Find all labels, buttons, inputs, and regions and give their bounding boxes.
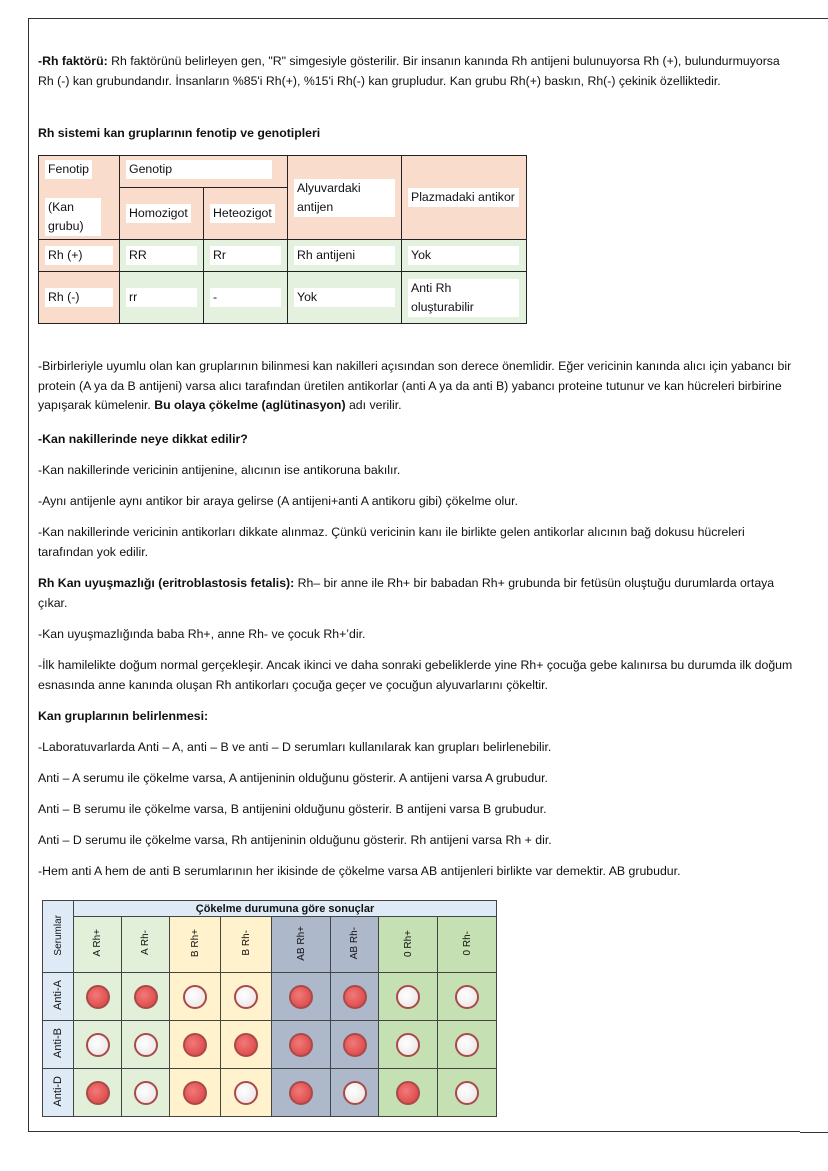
serum-label bbox=[43, 1021, 74, 1069]
rh-factor-paragraph bbox=[38, 52, 793, 91]
cell-text: Rh (+) bbox=[45, 246, 113, 265]
cell bbox=[120, 272, 204, 324]
clear-drop-icon bbox=[234, 985, 258, 1009]
result-cell bbox=[438, 1021, 497, 1069]
header-heterozigot bbox=[204, 188, 288, 240]
paragraph: Anti – A serumu ile çökelme varsa, A antijeninin olduğunu gösterir. A antijeni varsa A grubudur. bbox=[38, 771, 548, 785]
clear-drop-icon bbox=[234, 1081, 258, 1105]
p5-text: Rh– bir anne ile Rh+ bir babadan Rh+ grubunda bir fetüsün oluştuğu durumlarda ortaya çıkar. bbox=[38, 576, 775, 610]
result-cell bbox=[272, 973, 331, 1021]
cell-text: rr bbox=[126, 288, 197, 307]
group-header bbox=[379, 917, 438, 973]
group-header bbox=[331, 917, 379, 973]
cell bbox=[204, 240, 288, 272]
cell-text: Rh (-) bbox=[45, 288, 113, 307]
cell-text: - bbox=[210, 288, 281, 307]
header-genotip-text: Genotip bbox=[126, 160, 272, 179]
cell bbox=[288, 240, 402, 272]
side-panel bbox=[800, 18, 828, 1133]
clear-drop-icon bbox=[134, 1033, 158, 1057]
agglutinated-drop-icon bbox=[343, 1033, 367, 1057]
result-cell bbox=[379, 1069, 438, 1117]
group-header bbox=[272, 917, 331, 973]
cell-text: Anti Rh oluşturabilir bbox=[408, 279, 519, 317]
agglutinated-drop-icon bbox=[86, 1081, 110, 1105]
header-homozigot-text: Homozigot bbox=[126, 204, 191, 223]
result-cell bbox=[74, 973, 122, 1021]
group-header-text: B Rh- bbox=[240, 930, 252, 956]
paragraph: Anti – D serumu ile çökelme varsa, Rh antijeninin olduğunu gösterir. Rh antijeni varsa Rh + dir. bbox=[38, 833, 552, 847]
heading-transfusion-text: -Kan nakillerinde neye dikkat edilir? bbox=[38, 432, 248, 446]
clear-drop-icon bbox=[455, 985, 479, 1009]
p1-bold: Bu olaya çökelme (aglütinasyon) bbox=[154, 398, 346, 412]
group-header-text: A Rh- bbox=[140, 930, 151, 956]
agglutinated-drop-icon bbox=[234, 1033, 258, 1057]
header-antikor bbox=[402, 156, 527, 240]
result-cell bbox=[74, 1021, 122, 1069]
agglutination-paragraph bbox=[38, 357, 793, 416]
clear-drop-icon bbox=[455, 1033, 479, 1057]
serum-label bbox=[43, 973, 74, 1021]
agglutinated-drop-icon bbox=[289, 985, 313, 1009]
group-header bbox=[122, 917, 170, 973]
group-header bbox=[74, 917, 122, 973]
clear-drop-icon bbox=[183, 985, 207, 1009]
group-header bbox=[170, 917, 221, 973]
group-header-text: AB Rh- bbox=[349, 926, 360, 960]
paragraph: -Kan uyuşmazlığında baba Rh+, anne Rh- ve çocuk Rh+’dir. bbox=[38, 627, 366, 641]
result-cell bbox=[331, 1069, 379, 1117]
result-cell bbox=[438, 973, 497, 1021]
paragraph: -Kan nakillerinde vericinin antikorları dikkate alınmaz. Çünkü vericinin kanı ile birlikte gelen antikorlar alıcının bağ dokusu hücreleri tarafından yok edilir. bbox=[38, 525, 745, 559]
header-serumlar-text: Serumlar bbox=[52, 914, 64, 956]
rh-factor-text: Rh faktörünü belirleyen gen, "R" simgesiyle gösterilir. Bir insanın kanında Rh antijeni bulunuyorsa Rh (+), bulundurmuyorsa Rh (-) kan grubundandır. İnsanların %85'i Rh(+), %15'i Rh(-) kan grupludur. Kan grubu Rh(+) baskın, Rh(-) çekinik özelliktedir. bbox=[38, 54, 780, 88]
clear-drop-icon bbox=[343, 1081, 367, 1105]
result-cell bbox=[438, 1069, 497, 1117]
result-cell bbox=[170, 973, 221, 1021]
agglutinated-drop-icon bbox=[86, 985, 110, 1009]
paragraph: -Hem anti A hem de anti B serumlarının her ikisinde de çökelme varsa AB antijenleri birlikte var demektir. AB grubudur. bbox=[38, 864, 681, 878]
result-cell bbox=[331, 973, 379, 1021]
header-heterozigot-text: Heteozigot bbox=[210, 204, 275, 223]
agglutinated-drop-icon bbox=[134, 985, 158, 1009]
result-cell bbox=[170, 1069, 221, 1117]
result-cell bbox=[379, 973, 438, 1021]
serum-label bbox=[43, 1069, 74, 1117]
group-header bbox=[221, 917, 272, 973]
cell-text: RR bbox=[126, 246, 197, 265]
serum-row bbox=[43, 973, 497, 1021]
cell-text: Yok bbox=[294, 288, 395, 307]
agglutinated-drop-icon bbox=[289, 1081, 313, 1105]
cell bbox=[402, 272, 527, 324]
agglutination-table bbox=[42, 900, 497, 1117]
clear-drop-icon bbox=[396, 985, 420, 1009]
header-genotip bbox=[120, 156, 288, 188]
group-header-text: 0 Rh+ bbox=[402, 929, 414, 957]
cell bbox=[120, 240, 204, 272]
result-cell bbox=[221, 1069, 272, 1117]
serum-label-text: Anti-D bbox=[52, 1075, 64, 1107]
cell-text: Rh antijeni bbox=[294, 246, 395, 265]
header-fenotip bbox=[39, 156, 120, 240]
rh-incompatibility-paragraph bbox=[38, 574, 793, 613]
p1-text: -Birbirleriyle uyumlu olan kan gruplarının bilinmesi kan nakilleri açısından son derece önemlidir. Eğer vericinin kanında alıcı için yabancı bir protein (A ya da B antijeni) varsa alıcı tarafından üretilen antikorlar (anti A ya da anti B) yabancı proteine tutunur ve kan hücreleri birbirine yapışarak kümelenir. bbox=[38, 359, 792, 412]
agglutinated-drop-icon bbox=[289, 1033, 313, 1057]
table1-title-text: Rh sistemi kan gruplarının fenotip ve genotipleri bbox=[38, 126, 321, 140]
paragraph: Anti – B serumu ile çökelme varsa, B antijenini olduğunu gösterir. B antijeni varsa B grubudur. bbox=[38, 802, 547, 816]
header-fenotip-text: Fenotip bbox=[45, 160, 92, 179]
result-cell bbox=[272, 1021, 331, 1069]
header-antijen-text: Alyuvardaki antijen bbox=[294, 179, 395, 217]
agglutinated-drop-icon bbox=[396, 1081, 420, 1105]
table1-title bbox=[38, 124, 793, 144]
group-header-text: AB Rh+ bbox=[295, 925, 307, 961]
clear-drop-icon bbox=[134, 1081, 158, 1105]
result-cell bbox=[122, 973, 170, 1021]
agglutinated-drop-icon bbox=[183, 1081, 207, 1105]
result-cell bbox=[272, 1069, 331, 1117]
cell bbox=[288, 272, 402, 324]
agglutinated-drop-icon bbox=[183, 1033, 207, 1057]
header-antijen bbox=[288, 156, 402, 240]
cell bbox=[39, 240, 120, 272]
rh-genotype-table bbox=[38, 155, 527, 324]
group-header bbox=[438, 917, 497, 973]
serum-row bbox=[43, 1069, 497, 1117]
result-cell bbox=[331, 1021, 379, 1069]
clear-drop-icon bbox=[455, 1081, 479, 1105]
table-row bbox=[39, 272, 527, 324]
cell-text: Yok bbox=[408, 246, 519, 265]
serum-label-text: Anti-B bbox=[52, 1028, 64, 1058]
table2-title: Çökelme durumuna göre sonuçlar bbox=[74, 901, 497, 917]
result-cell bbox=[74, 1069, 122, 1117]
header-antikor-text: Plazmadaki antikor bbox=[408, 188, 519, 207]
result-cell bbox=[221, 973, 272, 1021]
cell bbox=[204, 272, 288, 324]
cell bbox=[402, 240, 527, 272]
group-header-text: 0 Rh- bbox=[461, 930, 473, 956]
agglutinated-drop-icon bbox=[343, 985, 367, 1009]
paragraph: -Laboratuvarlarda Anti – A, anti – B ve anti – D serumları kullanılarak kan grupları belirlenebilir. bbox=[38, 740, 552, 754]
heading-transfusion bbox=[38, 430, 793, 450]
result-cell bbox=[170, 1021, 221, 1069]
header-homozigot bbox=[120, 188, 204, 240]
paragraph: -İlk hamilelikte doğum normal gerçekleşir. Ancak ikinci ve daha sonraki gebeliklerde yine Rh+ çocuğa gebe kalınırsa bu durumda ilk doğum esnasında anne kanında oluşan Rh antikorları çocuğa geçer ve çocuğun alyuvarlarını çökeltir. bbox=[38, 658, 793, 692]
paragraph: -Aynı antijenle aynı antikor bir araya gelirse (A antijeni+anti A antikoru gibi) çökelme olur. bbox=[38, 494, 518, 508]
table-row bbox=[39, 240, 527, 272]
cell bbox=[39, 272, 120, 324]
serum-label-text: Anti-A bbox=[52, 980, 64, 1010]
group-header-text: A Rh+ bbox=[92, 929, 103, 957]
paragraph: -Kan nakillerinde vericinin antijenine, alıcının ise antikoruna bakılır. bbox=[38, 463, 401, 477]
clear-drop-icon bbox=[86, 1033, 110, 1057]
p5-bold: Rh Kan uyuşmazlığı (eritroblastosis fetalis): bbox=[38, 576, 295, 590]
heading-blood-groups bbox=[38, 707, 793, 727]
cell-text: Rr bbox=[210, 246, 281, 265]
clear-drop-icon bbox=[396, 1033, 420, 1057]
result-cell bbox=[122, 1021, 170, 1069]
serum-row bbox=[43, 1021, 497, 1069]
result-cell bbox=[122, 1069, 170, 1117]
result-cell bbox=[379, 1021, 438, 1069]
group-header-text: B Rh+ bbox=[189, 928, 201, 958]
heading-blood-groups-text: Kan gruplarının belirlenmesi: bbox=[38, 709, 209, 723]
p1-end: adı verilir. bbox=[345, 398, 402, 412]
rh-factor-label: -Rh faktörü: bbox=[38, 54, 108, 68]
result-cell bbox=[221, 1021, 272, 1069]
header-kan-text: (Kan grubu) bbox=[45, 198, 101, 236]
header-serumlar bbox=[43, 901, 74, 973]
